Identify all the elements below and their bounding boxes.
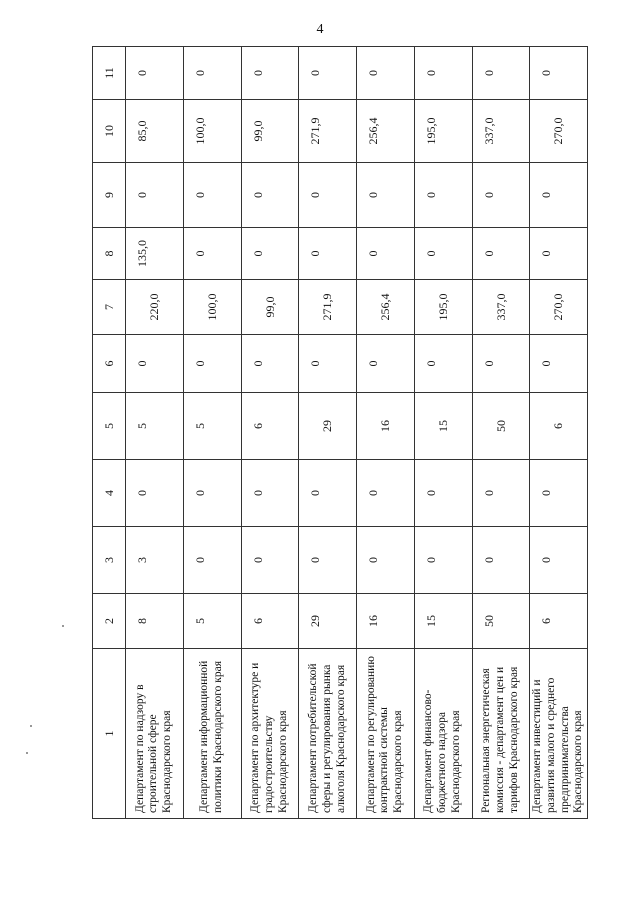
table-cell: 0 — [414, 47, 472, 100]
table-cell: 0 — [414, 228, 472, 280]
table-cell: 5 — [183, 393, 241, 460]
table-cell: 0 — [530, 527, 588, 594]
table-cell: 0 — [241, 163, 299, 228]
table-cell: 0 — [241, 527, 299, 594]
table-cell: 0 — [414, 460, 472, 527]
column-header: 5 — [93, 393, 126, 460]
table-cell: 0 — [183, 163, 241, 228]
table-cell: 0 — [414, 163, 472, 228]
column-header: 9 — [93, 163, 126, 228]
table-row — [241, 47, 299, 819]
table-cell: 220,0 — [126, 280, 184, 335]
table-cell: 5 — [183, 594, 241, 649]
table-cell: 0 — [299, 163, 357, 228]
table-cell: 0 — [357, 527, 415, 594]
table-cell: 0 — [414, 335, 472, 393]
department-name: Департамент по архитектуре и градостроительству Краснодарского края — [241, 649, 299, 819]
table-cell: 0 — [530, 163, 588, 228]
table-cell: 337,0 — [472, 280, 530, 335]
table-cell: 8 — [126, 594, 184, 649]
table-row — [414, 47, 472, 819]
column-header: 6 — [93, 335, 126, 393]
table-cell: 0 — [357, 47, 415, 100]
table-cell: 0 — [357, 163, 415, 228]
table-cell: 5 — [126, 393, 184, 460]
table-cell: 0 — [472, 527, 530, 594]
table-cell: 0 — [530, 460, 588, 527]
department-name: Департамент финансово-бюджетного надзора Краснодарского края — [414, 649, 472, 819]
department-name: Департамент по регулированию контрактной системы Краснодарского края — [357, 649, 415, 819]
table-cell: 0 — [183, 228, 241, 280]
table-cell: 100,0 — [183, 100, 241, 163]
table-row — [299, 47, 357, 819]
table-cell: 0 — [357, 228, 415, 280]
table-cell: 0 — [183, 527, 241, 594]
table-cell: 100,0 — [183, 280, 241, 335]
table-cell: 0 — [183, 47, 241, 100]
table-cell: 85,0 — [126, 100, 184, 163]
table-cell: 271,9 — [299, 280, 357, 335]
table-cell: 270,0 — [530, 100, 588, 163]
table-cell: 271,9 — [299, 100, 357, 163]
table-cell: 0 — [299, 335, 357, 393]
department-name: Департамент информационной политики Краснодарского края — [183, 649, 241, 819]
table-cell: 0 — [126, 335, 184, 393]
column-header: 4 — [93, 460, 126, 527]
table-cell: 29 — [299, 393, 357, 460]
table-cell: 0 — [126, 163, 184, 228]
table-cell: 0 — [357, 460, 415, 527]
table-cell: 0 — [126, 460, 184, 527]
table-cell: 135,0 — [126, 228, 184, 280]
table-cell: 0 — [530, 335, 588, 393]
budget-table — [92, 46, 588, 819]
table-row — [126, 47, 184, 819]
table-row — [183, 47, 241, 819]
table-cell: 50 — [472, 594, 530, 649]
table-cell: 0 — [472, 228, 530, 280]
table-cell: 256,4 — [357, 280, 415, 335]
table-cell: 0 — [472, 163, 530, 228]
table-cell: 0 — [530, 47, 588, 100]
table-cell: 99,0 — [241, 100, 299, 163]
table-row — [472, 47, 530, 819]
table-cell: 15 — [414, 393, 472, 460]
table-cell: 0 — [126, 47, 184, 100]
department-name: Департамент по надзору в строительной сфере Краснодарского края — [126, 649, 184, 819]
table-row — [530, 47, 588, 819]
table-cell: 50 — [472, 393, 530, 460]
column-header: 7 — [93, 280, 126, 335]
column-header: 8 — [93, 228, 126, 280]
department-name: Департамент потребительской сферы и регулирования рынка алкоголя Краснодарского края — [299, 649, 357, 819]
table-cell: 0 — [414, 527, 472, 594]
table-cell: 0 — [241, 228, 299, 280]
table-cell: 0 — [472, 47, 530, 100]
table-cell: 0 — [241, 460, 299, 527]
column-header: 1 — [93, 649, 126, 819]
rotated-table-container — [92, 47, 588, 819]
table-cell: 256,4 — [357, 100, 415, 163]
table-cell: 6 — [530, 594, 588, 649]
table-cell: 0 — [530, 228, 588, 280]
table-cell: 0 — [472, 335, 530, 393]
table-cell: 3 — [126, 527, 184, 594]
table-cell: 29 — [299, 594, 357, 649]
table-cell: 270,0 — [530, 280, 588, 335]
column-header: 10 — [93, 100, 126, 163]
department-name: Департамент инвестиций и развития малого и среднего предпринимательства Краснодарского края — [530, 649, 588, 819]
table-cell: 0 — [357, 335, 415, 393]
column-header: 2 — [93, 594, 126, 649]
table-row — [357, 47, 415, 819]
table-cell: 6 — [530, 393, 588, 460]
table-cell: 0 — [241, 335, 299, 393]
table-cell: 195,0 — [414, 280, 472, 335]
table-cell: 16 — [357, 594, 415, 649]
table-cell: 0 — [183, 460, 241, 527]
table-cell: 337,0 — [472, 100, 530, 163]
table-cell: 0 — [299, 527, 357, 594]
department-name: Региональная энергетическая комиссия - департамент цен и тарифов Краснодарского края — [472, 649, 530, 819]
scan-artifact — [30, 725, 32, 727]
column-header: 11 — [93, 47, 126, 100]
scan-artifact — [26, 752, 28, 754]
table-cell: 0 — [241, 47, 299, 100]
column-header: 3 — [93, 527, 126, 594]
page-number: 4 — [316, 22, 324, 37]
table-header-row — [93, 47, 126, 819]
table-cell: 0 — [299, 47, 357, 100]
table-cell: 16 — [357, 393, 415, 460]
table-cell: 15 — [414, 594, 472, 649]
table-cell: 6 — [241, 594, 299, 649]
table-cell: 195,0 — [414, 100, 472, 163]
table-cell: 0 — [472, 460, 530, 527]
table-cell: 0 — [299, 228, 357, 280]
table-cell: 6 — [241, 393, 299, 460]
scan-artifact — [62, 625, 64, 627]
table-cell: 0 — [183, 335, 241, 393]
table-cell: 99,0 — [241, 280, 299, 335]
table-cell: 0 — [299, 460, 357, 527]
